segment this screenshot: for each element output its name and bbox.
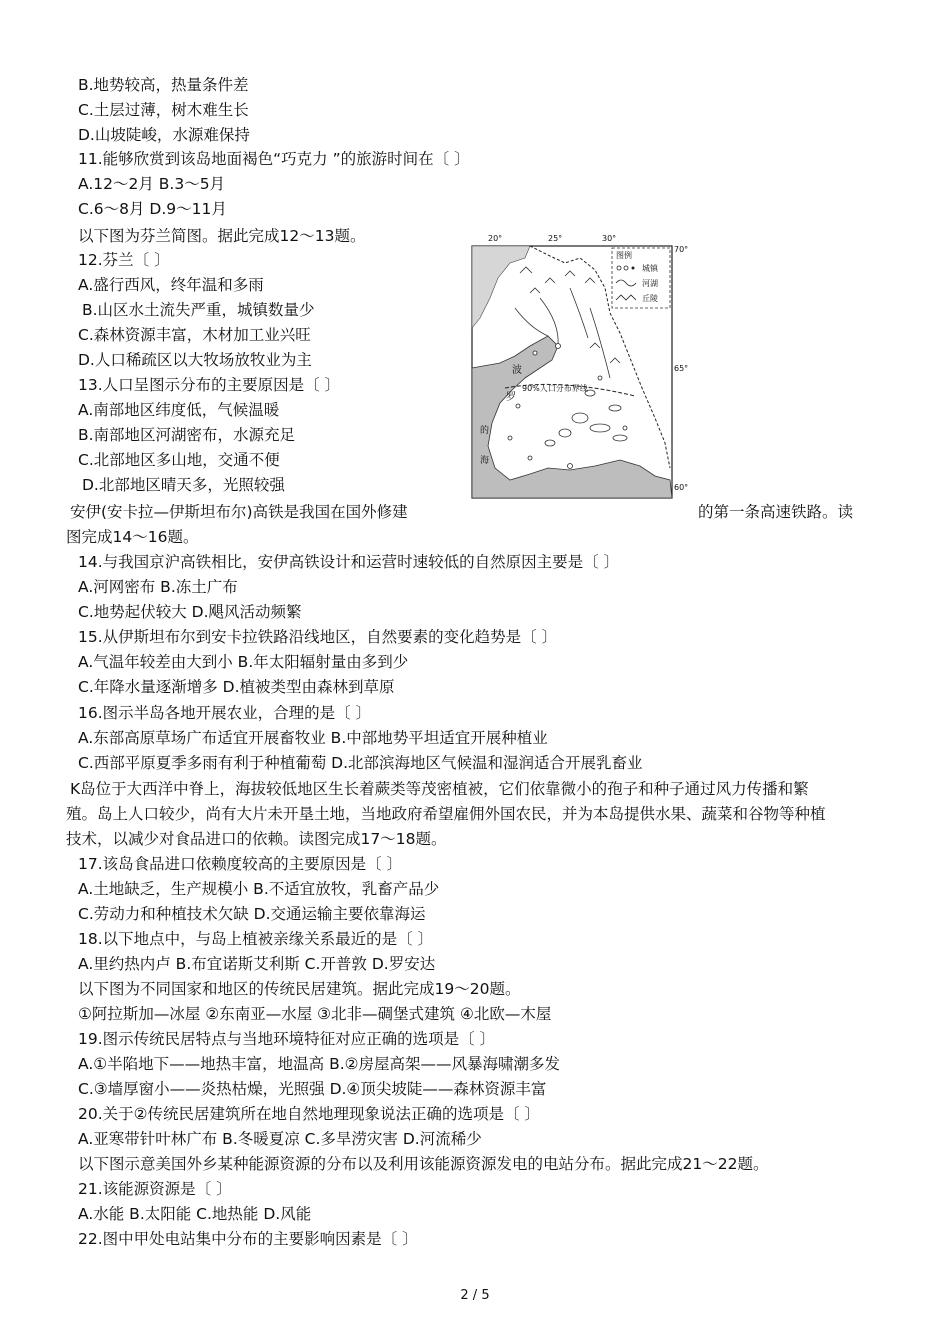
- population-boundary-label: 90%人口分布界线: [522, 384, 588, 393]
- text-line: 21.该能源资源是〔 〕: [78, 1180, 232, 1198]
- text-line: 20.关于②传统民居建筑所在地自然地理现象说法正确的选项是〔 〕: [78, 1105, 540, 1123]
- text-line: 17.该岛食品进口依赖度较高的主要原因是〔 〕: [78, 855, 403, 873]
- text-line: D.北部地区晴天多，光照较强: [82, 476, 285, 494]
- text-line: C.北部地区多山地，交通不便: [78, 451, 280, 469]
- sea-label-3: 的: [480, 426, 490, 436]
- text-line: 13.人口呈图示分布的主要原因是〔 〕: [78, 376, 341, 394]
- text-line: 14.与我国京沪高铁相比，安伊高铁设计和运营时速较低的自然原因主要是〔 〕: [78, 553, 620, 571]
- text-line: D.山坡陡峻，水源难保持: [78, 126, 250, 144]
- legend-title: 图例: [616, 251, 632, 260]
- lat-label-70: 70°: [674, 245, 689, 254]
- text-line: B.南部地区河湖密布，水源充足: [78, 426, 296, 444]
- text-line: B.山区水土流失严重，城镇数量少: [82, 301, 315, 319]
- text-line: A.亚寒带针叶林广布 B.冬暖夏凉 C.多旱涝灾害 D.河流稀少: [78, 1130, 482, 1148]
- text-line: 以下图为不同国家和地区的传统民居建筑。据此完成19～20题。: [78, 980, 521, 998]
- text-line: 殖。岛上人口较少，尚有大片未开垦土地，当地政府希望雇佣外国农民，并为本岛提供水果、蔬菜和谷物等种植: [66, 805, 826, 823]
- text-line: 16.图示半岛各地开展农业，合理的是〔 〕: [78, 704, 372, 722]
- page-number: 2 / 5: [460, 1288, 490, 1303]
- text-line: A.里约热内卢 B.布宜诺斯艾利斯 C.开普敦 D.罗安达: [78, 955, 436, 973]
- text-line: C.土层过薄，树木难生长: [78, 101, 249, 119]
- text-line: B.地势较高，热量条件差: [78, 76, 249, 94]
- text-line: 技术，以减少对食品进口的依赖。读图完成17～18题。: [66, 830, 447, 848]
- text-line: C.年降水量逐渐增多 D.植被类型由森林到草原: [78, 678, 395, 696]
- text-line: 18.以下地点中，与岛上植被亲缘关系最近的是〔 〕: [78, 930, 434, 948]
- text-line: 19.图示传统民居特点与当地环境特征对应正确的选项是〔 〕: [78, 1030, 496, 1048]
- text-line: C.6～8月 D.9～11月: [78, 200, 227, 218]
- text-line: 15.从伊斯坦布尔到安卡拉铁路沿线地区，自然要素的变化趋势是〔 〕: [78, 628, 558, 646]
- finland-map: [470, 228, 700, 500]
- sea-label-4: 海: [480, 456, 490, 466]
- text-line: A.河网密布 B.冻土广布: [78, 578, 238, 596]
- text-line: A.气温年较差由大到小 B.年太阳辐射量由多到少: [78, 653, 409, 671]
- text-line: C.地势起伏较大 D.飓风活动频繁: [78, 603, 302, 621]
- text-line: 11.能够欣赏到该岛地面褐色“巧克力 ”的旅游时间在〔 〕: [78, 150, 470, 168]
- text-line: 以下图示意美国外乡某种能源资源的分布以及利用该能源资源发电的电站分布。据此完成21～22题。: [78, 1155, 769, 1173]
- legend-hill-label: 丘陵: [642, 294, 658, 303]
- text-line: A.南部地区纬度低，气候温暖: [78, 401, 280, 419]
- legend-town-label: 城镇: [642, 264, 658, 273]
- text-line: C.③墙厚窗小——炎热枯燥，光照强 D.④顶尖坡陡——森林资源丰富: [78, 1080, 547, 1098]
- lon-label-20: 20°: [488, 234, 503, 243]
- text-line: 22.图中甲处电站集中分布的主要影响因素是〔 〕: [78, 1230, 418, 1248]
- text-line: A.土地缺乏，生产规模小 B.不适宜放牧，乳畜产品少: [78, 880, 440, 898]
- text-line: ①阿拉斯加—冰屋 ②东南亚—水屋 ③北非—碉堡式建筑 ④北欧—木屋: [78, 1005, 552, 1023]
- sea-label-2: 罗: [506, 392, 516, 403]
- sea-label-1: 波: [512, 365, 522, 376]
- text-line: C.西部平原夏季多雨有利于种植葡萄 D.北部滨海地区气候温和湿润适合开展乳畜业: [78, 754, 643, 772]
- legend-river-label: 河湖: [642, 279, 658, 288]
- text-line: A.东部高原草场广布适宜开展畜牧业 B.中部地势平坦适宜开展种植业: [78, 729, 548, 747]
- text-line: C.森林资源丰富，木材加工业兴旺: [78, 326, 311, 344]
- text-line: 12.芬兰〔 〕: [78, 251, 170, 269]
- text-line: A.①半陷地下——地热丰富，地温高 B.②房屋高架——风暴海啸潮多发: [78, 1055, 561, 1073]
- text-line: C.劳动力和种植技术欠缺 D.交通运输主要依靠海运: [78, 905, 426, 923]
- text-line: 安伊(安卡拉—伊斯坦布尔)高铁是我国在国外修建: [70, 503, 408, 521]
- lon-label-30: 30°: [602, 234, 617, 243]
- text-line: A.水能 B.太阳能 C.地热能 D.风能: [78, 1205, 312, 1223]
- text-line: A.12～2月 B.3～5月: [78, 175, 226, 193]
- text-line: D.人口稀疏区以大牧场放牧业为主: [78, 351, 312, 369]
- text-line: A.盛行西风，终年温和多雨: [78, 276, 264, 294]
- lon-label-25: 25°: [548, 234, 563, 243]
- lat-label-65: 65°: [674, 364, 689, 373]
- text-line: 以下图为芬兰简图。据此完成12～13题。: [78, 227, 366, 245]
- text-line: 图完成14～16题。: [66, 528, 199, 546]
- lat-label-60: 60°: [674, 483, 689, 492]
- text-line: K岛位于大西洋中脊上，海拔较低地区生长着蕨类等茂密植被，它们依靠微小的孢子和种子通过风力传播和繁: [70, 780, 809, 798]
- text-continuation: 的第一条高速铁路。读: [698, 503, 854, 521]
